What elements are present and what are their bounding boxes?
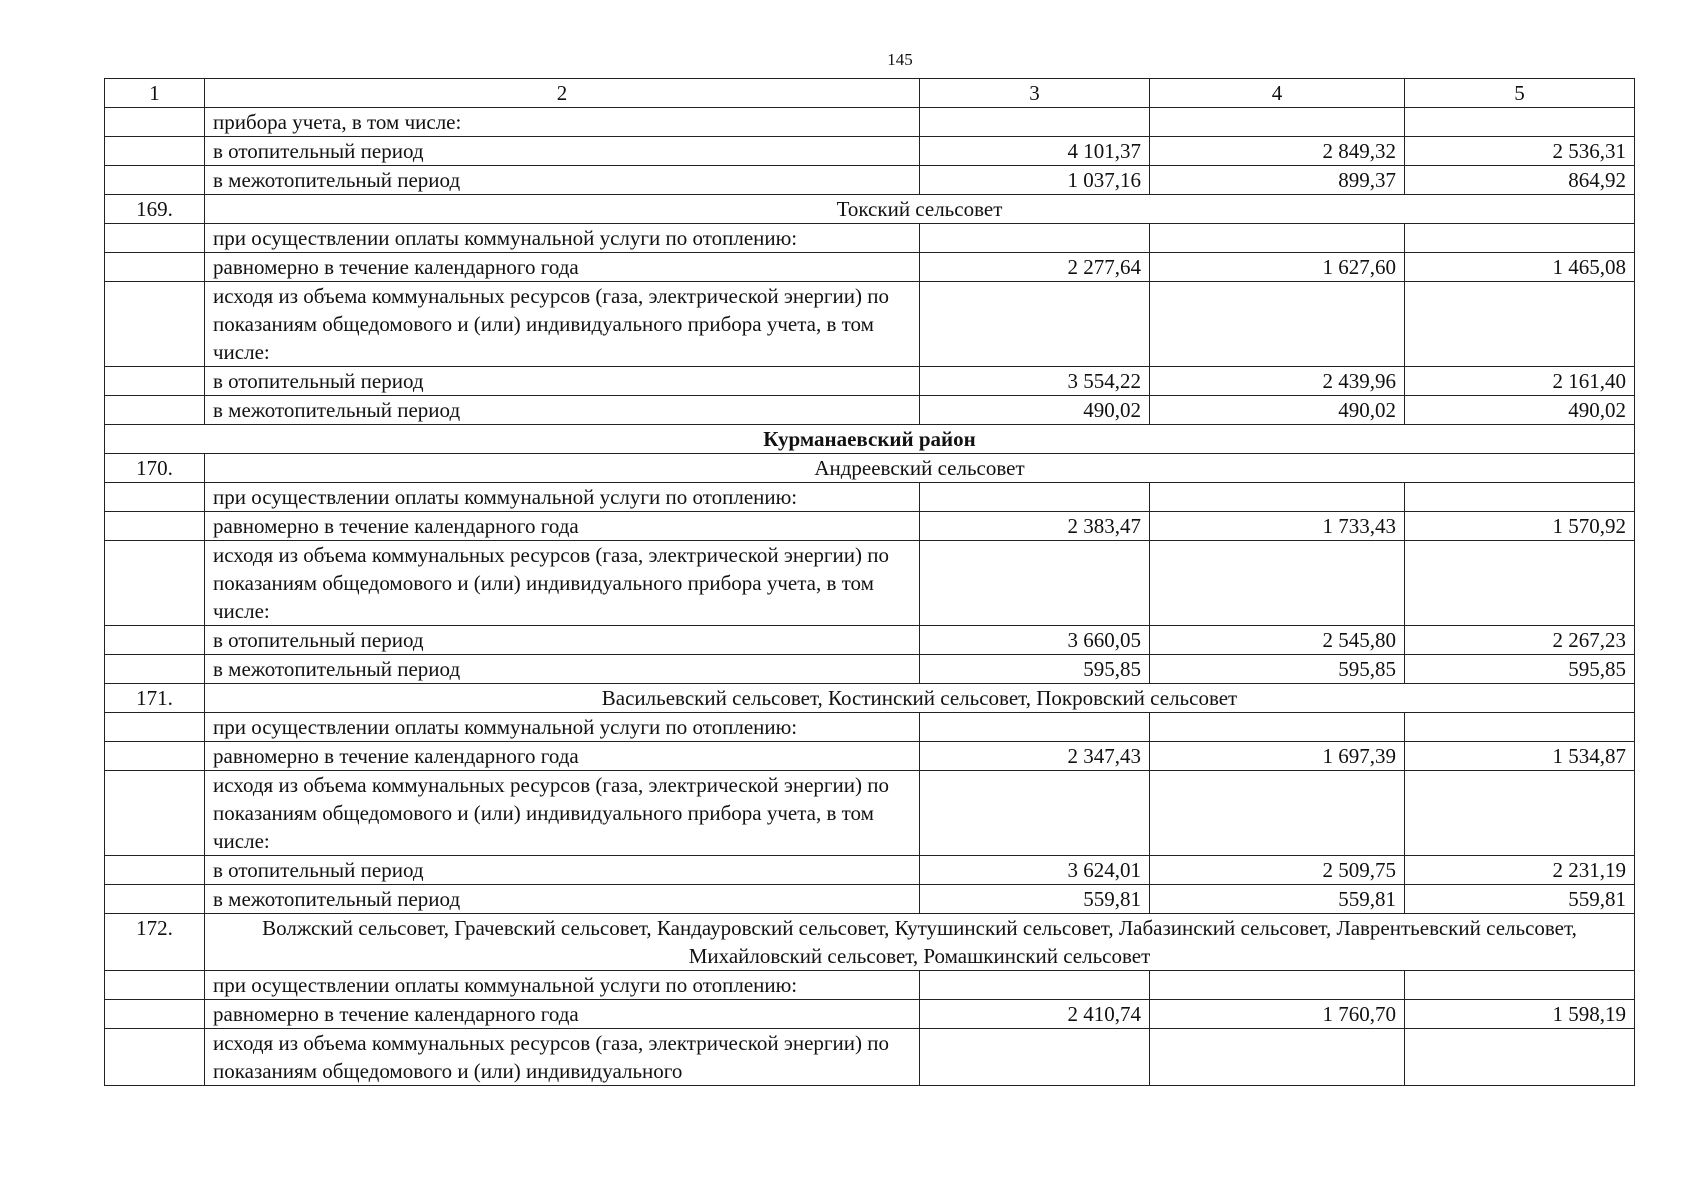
value-col-4: 1 627,60 [1150, 253, 1405, 282]
value-col-4: 1 760,70 [1150, 1000, 1405, 1029]
table-row [105, 626, 1635, 655]
page-number: 145 [887, 50, 913, 69]
value-col-5: 1 570,92 [1405, 512, 1635, 541]
row-number: 171. [105, 684, 205, 713]
value-col-5: 864,92 [1405, 166, 1635, 195]
table-row [105, 396, 1635, 425]
table-row [105, 856, 1635, 885]
value-col-3 [920, 541, 1150, 626]
header-col-1: 1 [105, 79, 205, 108]
value-col-5: 490,02 [1405, 396, 1635, 425]
table-row [105, 541, 1635, 626]
value-col-3 [920, 483, 1150, 512]
value-col-5: 2 536,31 [1405, 137, 1635, 166]
value-col-4: 1 733,43 [1150, 512, 1405, 541]
row-label: равномерно в течение календарного года [205, 253, 920, 282]
row-number [105, 771, 205, 856]
table-row [105, 655, 1635, 684]
table-row [105, 483, 1635, 512]
table-row [105, 771, 1635, 856]
header-col-2: 2 [205, 79, 920, 108]
value-col-5: 1 598,19 [1405, 1000, 1635, 1029]
row-number [105, 396, 205, 425]
value-col-5: 559,81 [1405, 885, 1635, 914]
district-row [105, 425, 1635, 454]
row-number [105, 512, 205, 541]
value-col-5 [1405, 1029, 1635, 1086]
row-label: равномерно в течение календарного года [205, 1000, 920, 1029]
section-title: Волжский сельсовет, Грачевский сельсовет, Кандауровский сельсовет, Кутушинский сельсовет, Лабазинский сельсовет, Лаврентьевский сельсовет, Михайловский сельсовет, Ромашкинский сельсовет [205, 914, 1635, 971]
section-title: Васильевский сельсовет, Костинский сельсовет, Покровский сельсовет [205, 684, 1635, 713]
row-number [105, 856, 205, 885]
value-col-5: 1 465,08 [1405, 253, 1635, 282]
value-col-4: 490,02 [1150, 396, 1405, 425]
value-col-5 [1405, 282, 1635, 367]
row-label: равномерно в течение календарного года [205, 742, 920, 771]
row-number: 170. [105, 454, 205, 483]
value-col-3: 490,02 [920, 396, 1150, 425]
value-col-3 [920, 282, 1150, 367]
value-col-3 [920, 713, 1150, 742]
row-label: исходя из объема коммунальных ресурсов (газа, электрической энергии) по показаниям общедомового и (или) индивидуального прибора учета, в том числе: [205, 541, 920, 626]
value-col-4 [1150, 971, 1405, 1000]
table-row [105, 885, 1635, 914]
value-col-4: 2 439,96 [1150, 367, 1405, 396]
value-col-4: 595,85 [1150, 655, 1405, 684]
value-col-4: 2 849,32 [1150, 137, 1405, 166]
value-col-3 [920, 971, 1150, 1000]
row-label: в межотопительный период [205, 396, 920, 425]
row-label: в отопительный период [205, 137, 920, 166]
row-label: исходя из объема коммунальных ресурсов (газа, электрической энергии) по показаниям общедомового и (или) индивидуального [205, 1029, 920, 1086]
value-col-3: 1 037,16 [920, 166, 1150, 195]
row-number [105, 713, 205, 742]
value-col-5: 1 534,87 [1405, 742, 1635, 771]
value-col-3 [920, 771, 1150, 856]
row-label: равномерно в течение календарного года [205, 512, 920, 541]
value-col-5 [1405, 224, 1635, 253]
value-col-5 [1405, 971, 1635, 1000]
value-col-3: 3 554,22 [920, 367, 1150, 396]
row-label: в отопительный период [205, 626, 920, 655]
value-col-4: 2 509,75 [1150, 856, 1405, 885]
value-col-5 [1405, 108, 1635, 137]
row-number [105, 253, 205, 282]
table-row [105, 137, 1635, 166]
value-col-3: 3 624,01 [920, 856, 1150, 885]
value-col-3: 559,81 [920, 885, 1150, 914]
header-col-4: 4 [1150, 79, 1405, 108]
row-label: при осуществлении оплаты коммунальной услуги по отоплению: [205, 713, 920, 742]
value-col-5 [1405, 483, 1635, 512]
row-label: прибора учета, в том числе: [205, 108, 920, 137]
table-row [105, 512, 1635, 541]
value-col-3: 2 277,64 [920, 253, 1150, 282]
value-col-5: 2 267,23 [1405, 626, 1635, 655]
header-row [105, 79, 1635, 108]
value-col-4 [1150, 541, 1405, 626]
value-col-3: 2 347,43 [920, 742, 1150, 771]
row-label: в отопительный период [205, 367, 920, 396]
value-col-3: 3 660,05 [920, 626, 1150, 655]
row-label: в отопительный период [205, 856, 920, 885]
value-col-4: 899,37 [1150, 166, 1405, 195]
row-label: в межотопительный период [205, 166, 920, 195]
row-number [105, 742, 205, 771]
tariff-table [104, 78, 1635, 1086]
row-number [105, 108, 205, 137]
value-col-3: 2 410,74 [920, 1000, 1150, 1029]
row-number [105, 224, 205, 253]
row-number [105, 137, 205, 166]
value-col-3: 2 383,47 [920, 512, 1150, 541]
row-label: в межотопительный период [205, 655, 920, 684]
header-col-5: 5 [1405, 79, 1635, 108]
row-number [105, 971, 205, 1000]
row-number: 172. [105, 914, 205, 971]
section-row [105, 454, 1635, 483]
value-col-4: 2 545,80 [1150, 626, 1405, 655]
table-row [105, 253, 1635, 282]
row-number [105, 282, 205, 367]
table-row [105, 1000, 1635, 1029]
table-row [105, 971, 1635, 1000]
value-col-4: 559,81 [1150, 885, 1405, 914]
row-number [105, 1000, 205, 1029]
table-row [105, 713, 1635, 742]
table-row [105, 282, 1635, 367]
row-number: 169. [105, 195, 205, 224]
value-col-5: 2 231,19 [1405, 856, 1635, 885]
value-col-3: 4 101,37 [920, 137, 1150, 166]
value-col-3 [920, 1029, 1150, 1086]
row-number [105, 655, 205, 684]
value-col-4 [1150, 1029, 1405, 1086]
row-number [105, 166, 205, 195]
table-body [105, 108, 1635, 1086]
row-number [105, 541, 205, 626]
row-number [105, 626, 205, 655]
row-label: при осуществлении оплаты коммунальной услуги по отоплению: [205, 224, 920, 253]
row-number [105, 367, 205, 396]
value-col-4 [1150, 108, 1405, 137]
row-number [105, 483, 205, 512]
table-row [105, 108, 1635, 137]
row-label: при осуществлении оплаты коммунальной услуги по отоплению: [205, 483, 920, 512]
value-col-4 [1150, 224, 1405, 253]
value-col-3 [920, 224, 1150, 253]
table-row [105, 367, 1635, 396]
section-title: Токский сельсовет [205, 195, 1635, 224]
table-row [105, 1029, 1635, 1086]
value-col-5 [1405, 771, 1635, 856]
row-label: исходя из объема коммунальных ресурсов (газа, электрической энергии) по показаниям общедомового и (или) индивидуального прибора учета, в том числе: [205, 282, 920, 367]
value-col-4 [1150, 713, 1405, 742]
row-label: исходя из объема коммунальных ресурсов (газа, электрической энергии) по показаниям общедомового и (или) индивидуального прибора учета, в том числе: [205, 771, 920, 856]
table-row [105, 224, 1635, 253]
value-col-4 [1150, 771, 1405, 856]
row-label: в межотопительный период [205, 885, 920, 914]
section-row [105, 914, 1635, 971]
header-col-3: 3 [920, 79, 1150, 108]
row-number [105, 1029, 205, 1086]
table-row [105, 742, 1635, 771]
row-number [105, 885, 205, 914]
value-col-5: 2 161,40 [1405, 367, 1635, 396]
value-col-4: 1 697,39 [1150, 742, 1405, 771]
value-col-5 [1405, 541, 1635, 626]
section-row [105, 684, 1635, 713]
section-row [105, 195, 1635, 224]
table-row [105, 166, 1635, 195]
row-label: при осуществлении оплаты коммунальной услуги по отоплению: [205, 971, 920, 1000]
section-title: Андреевский сельсовет [205, 454, 1635, 483]
value-col-5 [1405, 713, 1635, 742]
value-col-3: 595,85 [920, 655, 1150, 684]
value-col-3 [920, 108, 1150, 137]
value-col-4 [1150, 282, 1405, 367]
value-col-4 [1150, 483, 1405, 512]
district-title: Курманаевский район [105, 425, 1635, 454]
value-col-5: 595,85 [1405, 655, 1635, 684]
